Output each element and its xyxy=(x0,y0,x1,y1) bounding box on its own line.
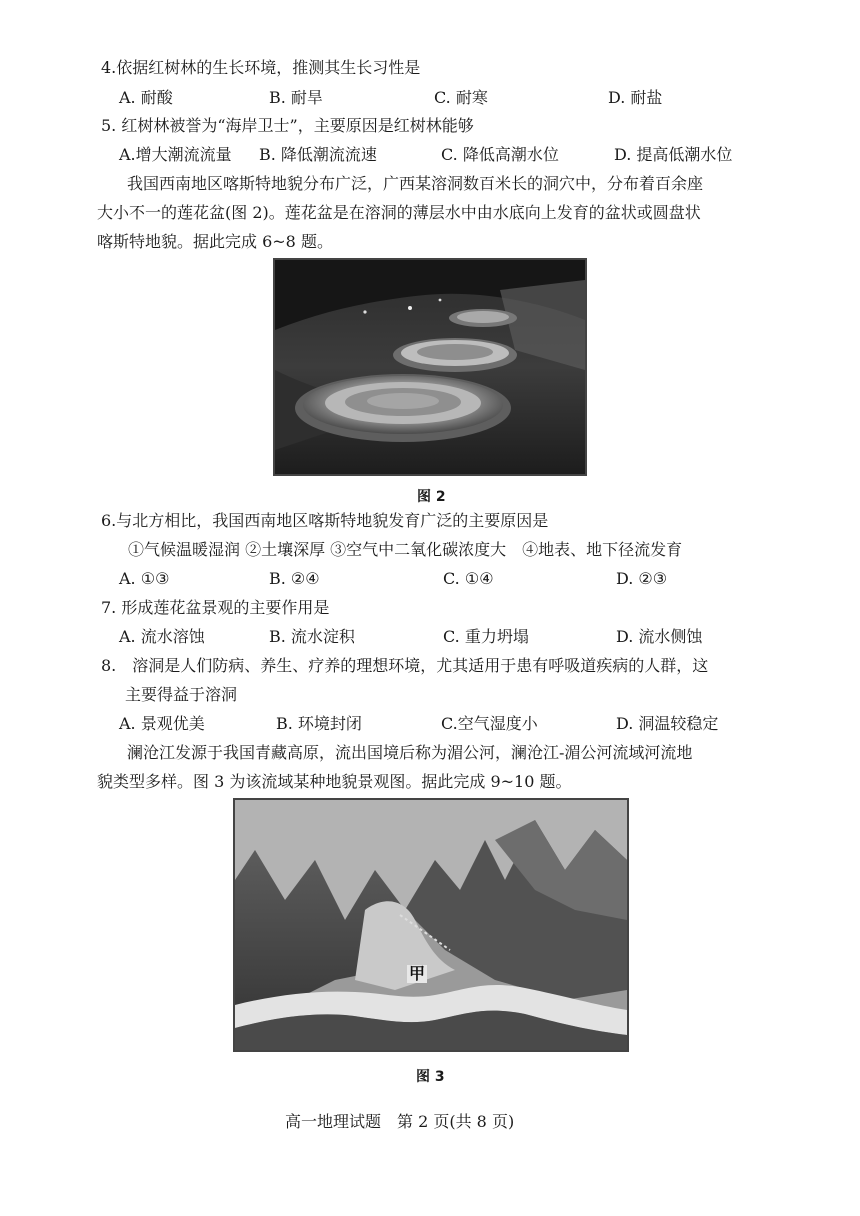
q7-stem: 7. 形成莲花盆景观的主要作用是 xyxy=(101,598,330,617)
lotus-basin-illustration xyxy=(275,260,585,474)
figure-3-river-photo xyxy=(233,798,629,1052)
q4-option-d: D. 耐盐 xyxy=(608,88,663,107)
q6-stem: 6.与北方相比，我国西南地区喀斯特地貌发育广泛的主要原因是 xyxy=(101,511,549,530)
intro-9-10-line1: 澜沧江发源于我国青藏高原，流出国境后称为湄公河，澜沧江-湄公河流域河流地 xyxy=(127,743,693,762)
q5-stem: 5. 红树林被誉为“海岸卫士”，主要原因是红树林能够 xyxy=(101,116,474,135)
intro-6-8-line1: 我国西南地区喀斯特地貌分布广泛，广西某溶洞数百米长的洞穴中，分布着百余座 xyxy=(127,174,704,193)
q5-option-a: A.增大潮流流量 xyxy=(119,145,232,164)
intro-6-8-line2: 大小不一的莲花盆(图 2)。莲花盆是在溶洞的薄层水中由水底向上发育的盆状或圆盘状 xyxy=(97,203,701,222)
q8-stem: 8. 溶洞是人们防病、养生、疗养的理想环境，尤其适用于患有呼吸道疾病的人群，这 xyxy=(101,656,709,675)
q4-stem: 4.依据红树林的生长环境，推测其生长习性是 xyxy=(101,58,421,77)
q6-option-d: D. ②③ xyxy=(616,569,668,588)
q5-option-d: D. 提高低潮水位 xyxy=(614,145,733,164)
q7-option-c: C. 重力坍塌 xyxy=(443,627,529,646)
intro-6-8-line3: 喀斯特地貌。据此完成 6~8 题。 xyxy=(97,232,333,251)
q6-option-c: C. ①④ xyxy=(443,569,494,588)
intro-9-10-line2: 貌类型多样。图 3 为该流域某种地貌景观图。据此完成 9~10 题。 xyxy=(97,772,572,791)
q6-option-b: B. ②④ xyxy=(269,569,320,588)
figure-3-marker-jia: 甲 xyxy=(409,964,426,983)
river-landscape-illustration xyxy=(235,800,627,1050)
q8-option-a: A. 景观优美 xyxy=(119,714,205,733)
q7-option-a: A. 流水溶蚀 xyxy=(119,627,205,646)
page-footer: 高一地理试题 第 2 页(共 8 页) xyxy=(285,1112,515,1131)
q8-option-d: D. 洞温较稳定 xyxy=(616,714,719,733)
figure-2-cave-photo xyxy=(273,258,587,476)
q4-option-b: B. 耐旱 xyxy=(269,88,323,107)
q8-option-b: B. 环境封闭 xyxy=(276,714,362,733)
q8-stem-continued: 主要得益于溶洞 xyxy=(125,685,238,704)
figure-3-caption: 图 3 xyxy=(416,1069,445,1085)
q4-option-a: A. 耐酸 xyxy=(119,88,173,107)
q7-option-b: B. 流水淀积 xyxy=(269,627,355,646)
figure-2-caption: 图 2 xyxy=(417,489,446,505)
q6-option-a: A. ①③ xyxy=(119,569,170,588)
q4-option-c: C. 耐寒 xyxy=(434,88,488,107)
q8-option-c: C.空气湿度小 xyxy=(441,714,538,733)
q5-option-b: B. 降低潮流流速 xyxy=(259,145,377,164)
q7-option-d: D. 流水侧蚀 xyxy=(616,627,703,646)
q5-option-c: C. 降低高潮水位 xyxy=(441,145,559,164)
q6-choices: ①气候温暖湿润 ②土壤深厚 ③空气中二氧化碳浓度大 ④地表、地下径流发育 xyxy=(128,540,683,559)
